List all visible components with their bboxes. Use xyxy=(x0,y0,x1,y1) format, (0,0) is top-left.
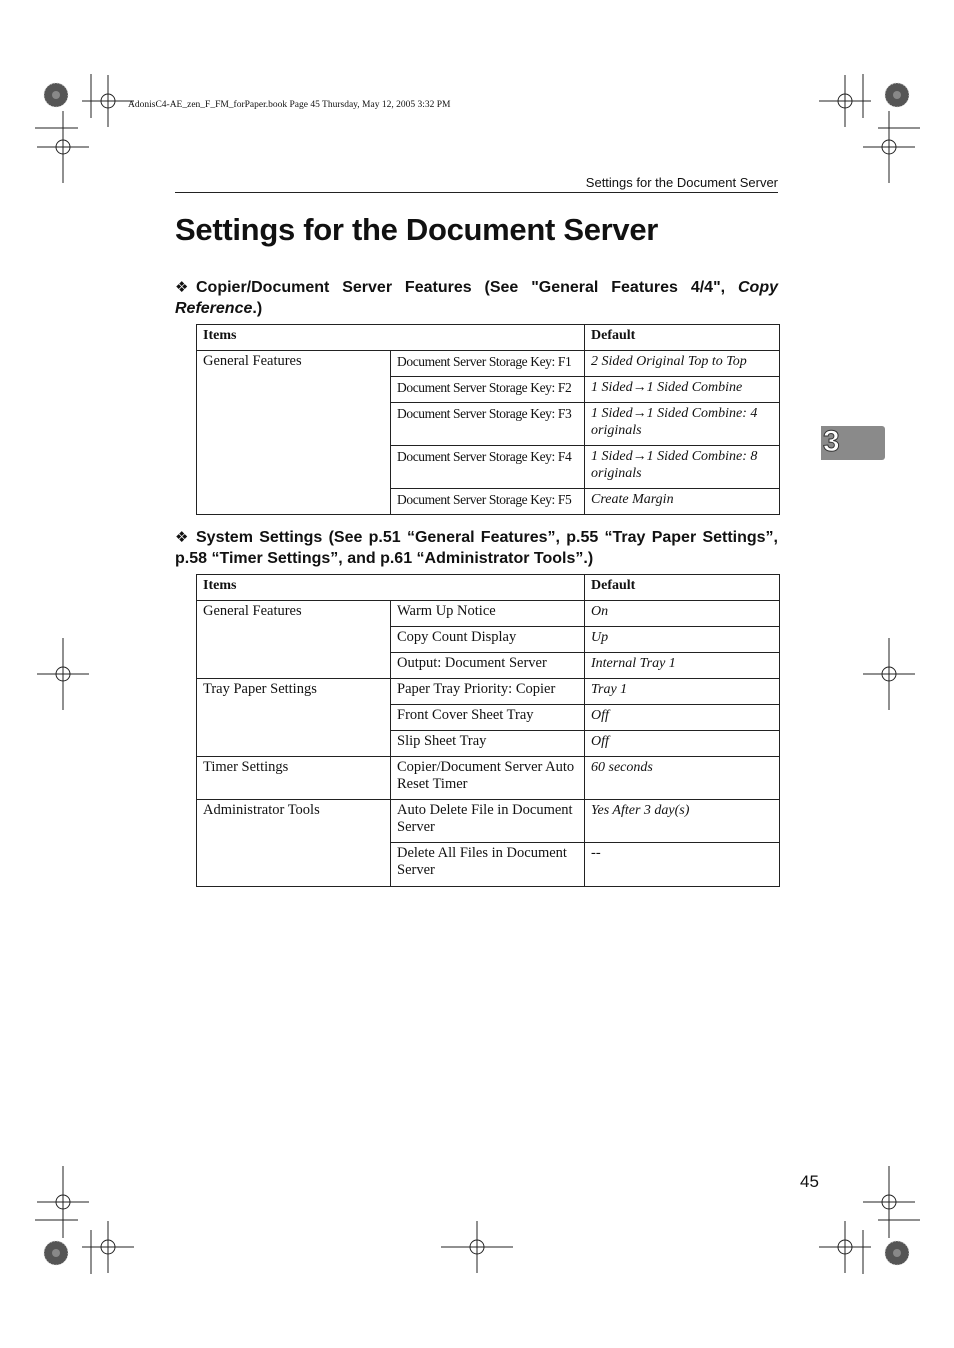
item-cell: Delete All Files in Document Server xyxy=(391,843,585,887)
diamond-icon: ❖ xyxy=(175,529,189,546)
default-cell: 1 Sided→1 Sided Combine xyxy=(585,377,780,403)
table-row xyxy=(197,757,780,800)
default-cell: Internal Tray 1 xyxy=(585,653,780,679)
section1-heading-ref: Copy Reference xyxy=(175,279,778,317)
header-rule xyxy=(175,192,778,193)
section1-heading-text: Copier/Document Server Features (See "General Features 4/4", xyxy=(196,279,738,296)
book-info-slug: AdonisC4-AE_zen_F_FM_forPaper.book Page 45 Thursday, May 12, 2005 3:32 PM xyxy=(128,100,451,110)
group-cell: Tray Paper Settings xyxy=(197,679,391,757)
section1-heading xyxy=(175,277,778,319)
default-cell: 2 Sided Original Top to Top xyxy=(585,351,780,377)
item-cell: Output: Document Server xyxy=(391,653,585,679)
running-head: Settings for the Document Server xyxy=(585,175,778,190)
item-cell: Document Server Storage Key: F2 xyxy=(391,377,585,403)
table-row xyxy=(197,601,780,627)
item-cell: Document Server Storage Key: F5 xyxy=(391,489,585,515)
group-cell: General Features xyxy=(197,351,391,515)
system-settings-table xyxy=(196,574,780,887)
table-row xyxy=(197,800,780,843)
page-title: Settings for the Document Server xyxy=(175,212,659,247)
item-cell: Document Server Storage Key: F3 xyxy=(391,403,585,446)
section1-heading-end: .) xyxy=(252,300,263,317)
col-items-header: Items xyxy=(197,325,585,351)
default-cell: On xyxy=(585,601,780,627)
chapter-number: 3 xyxy=(823,425,840,458)
item-cell: Document Server Storage Key: F4 xyxy=(391,446,585,489)
item-cell: Auto Delete File in Document Server xyxy=(391,800,585,843)
col-default-header: Default xyxy=(585,325,780,351)
group-cell: Administrator Tools xyxy=(197,800,391,887)
default-cell: Yes After 3 day(s) xyxy=(585,800,780,843)
item-cell: Document Server Storage Key: F1 xyxy=(391,351,585,377)
default-cell: 60 seconds xyxy=(585,757,780,800)
item-cell: Paper Tray Priority: Copier xyxy=(391,679,585,705)
group-cell: General Features xyxy=(197,601,391,679)
col-items-header: Items xyxy=(197,575,585,601)
table-row xyxy=(197,679,780,705)
group-cell: Timer Settings xyxy=(197,757,391,800)
col-default-header: Default xyxy=(585,575,780,601)
default-cell: Up xyxy=(585,627,780,653)
default-cell: Off xyxy=(585,705,780,731)
item-cell: Warm Up Notice xyxy=(391,601,585,627)
table-header-row xyxy=(197,575,780,601)
diamond-icon: ❖ xyxy=(175,279,189,296)
default-cell: Tray 1 xyxy=(585,679,780,705)
page-number: 45 xyxy=(800,1172,819,1191)
default-cell: 1 Sided→1 Sided Combine: 4 originals xyxy=(585,403,780,446)
default-cell: Create Margin xyxy=(585,489,780,515)
section2-heading xyxy=(175,527,778,569)
table-row xyxy=(197,351,780,377)
item-cell: Copy Count Display xyxy=(391,627,585,653)
copier-features-table xyxy=(196,324,780,515)
table-header-row xyxy=(197,325,780,351)
default-cell: 1 Sided→1 Sided Combine: 8 originals xyxy=(585,446,780,489)
item-cell: Copier/Document Server Auto Reset Timer xyxy=(391,757,585,800)
section2-heading-text: System Settings (See p.51 “General Features”, p.55 “Tray Paper Settings”, p.58 “Timer Settings”, and p.61 “Administrator Tools”.) xyxy=(175,529,778,567)
item-cell: Front Cover Sheet Tray xyxy=(391,705,585,731)
item-cell: Slip Sheet Tray xyxy=(391,731,585,757)
default-cell: Off xyxy=(585,731,780,757)
default-cell: -- xyxy=(585,843,780,887)
